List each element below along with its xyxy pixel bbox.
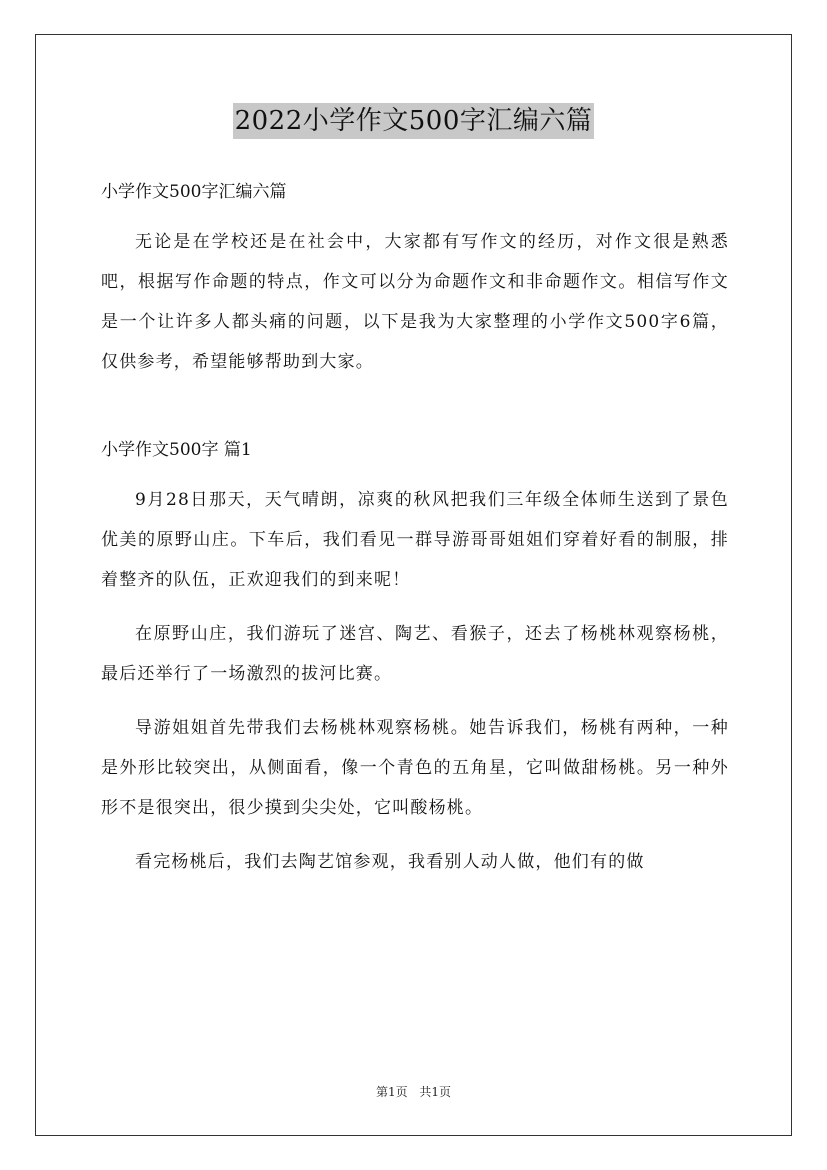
section-title: 小学作文500字 篇1 [101,440,252,460]
page-number: 第1页 [375,1085,408,1099]
body-paragraph: 9月28日那天，天气晴朗，凉爽的秋风把我们三年级全体师生送到了景色优美的原野山庄。下车后，我们看见一群导游哥哥姐姐们穿着好看的制服，排着整齐的队伍，正欢迎我们的到来呢！ [101,490,729,590]
document-body [101,174,729,896]
page-total: 共1页 [419,1085,452,1099]
spacer [101,382,729,432]
title-container [0,103,827,139]
body-paragraph: 看完杨桃后，我们去陶艺馆参观，我看别人动人做，他们有的做 [135,852,645,872]
page-footer [0,1083,827,1100]
spacer [101,468,729,480]
document-title: 2022小学作文500字汇编六篇 [233,103,595,139]
spacer [101,210,729,222]
body-paragraph: 在原野山庄，我们游玩了迷宫、陶艺、看猴子，还去了杨桃林观察杨桃，最后还举行了一场激烈的拔河比赛。 [101,624,729,684]
document-subtitle: 小学作文500字汇编六篇 [101,182,287,202]
body-paragraph: 导游姐姐首先带我们去杨桃林观察杨桃。她告诉我们，杨桃有两种，一种是外形比较突出，从侧面看，像一个青色的五角星，它叫做甜杨桃。另一种外形不是很突出，很少摸到尖尖处，它叫酸杨桃。 [101,718,729,818]
intro-paragraph: 无论是在学校还是在社会中，大家都有写作文的经历，对作文很是熟悉吧，根据写作命题的特点，作文可以分为命题作文和非命题作文。相信写作文是一个让许多人都头痛的问题，以下是我为大家整理的小学作文500字6篇，仅供参考，希望能够帮助到大家。 [101,232,729,372]
